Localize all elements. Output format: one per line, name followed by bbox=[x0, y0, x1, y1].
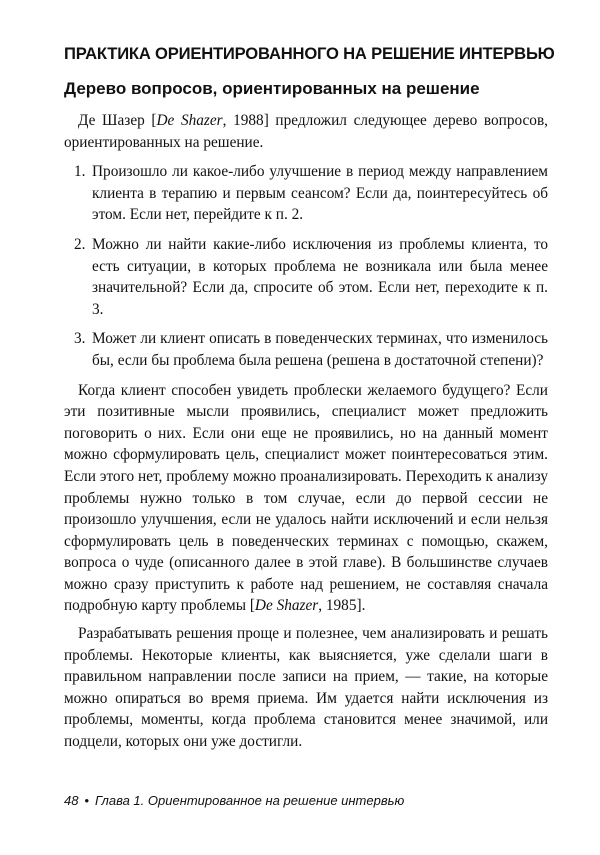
list-text: Можно ли найти какие-либо исключения из проблемы клиента, то есть ситуации, в которых проблема не возникала или была менее значительной? Если да, спросите об этом. Если нет, переходите к п. 3. bbox=[92, 235, 548, 318]
citation: De Shazer bbox=[254, 597, 319, 615]
citation: De Shazer bbox=[156, 112, 223, 129]
intro-text-end: , 1988] предложил следующее дерево вопросов, ориентированных на решение. bbox=[64, 112, 548, 151]
list-text: Может ли клиент описать в поведенческих терминах, что изменилось бы, если бы проблема была решена (решена в достаточной степени)? bbox=[92, 330, 548, 369]
body-text bbox=[64, 110, 548, 753]
intro-text-start: Де Шазер [ bbox=[78, 112, 157, 129]
section-title: ПРАКТИКА ОРИЕНТИРОВАННОГО НА РЕШЕНИЕ ИНТЕРВЬЮ bbox=[64, 44, 555, 63]
paragraph-text-end: , 1985]. bbox=[318, 597, 366, 615]
paragraph-text: Когда клиент способен увидеть проблески желаемого будущего? Если эти позитивные мысли проявились, специалист может предложить поговорить о них. Если они еще не проявились, но на данный момент можно сформулировать цель, специалист может поинтересоваться этим. Если этого нет, проблему можно проанализировать. Переходить к анализу проблемы нужно только в том случае, если до первой сессии не произошло улучшения, если не удалось найти исключений и если нельзя сформулировать цель в поведенческих терминах с помощью, скажем, вопроса о чуде (описанного далее в этой главе). В большинстве случаев можно сразу приступить к работе над решением, не составляя сначала подробную карту проблемы [ bbox=[64, 381, 548, 615]
list-item bbox=[74, 234, 548, 320]
list-number: 2. bbox=[74, 235, 86, 253]
list-number: 1. bbox=[74, 163, 86, 181]
subsection-title: Дерево вопросов, ориентированных на решение bbox=[64, 79, 480, 98]
question-list bbox=[64, 161, 548, 371]
list-number: 3. bbox=[74, 330, 86, 348]
list-text: Произошло ли какое-либо улучшение в период между направлением клиента в терапию и первым сеансом? Если да, поинтересуйтесь об этом. Если нет, перейдите к п. 2. bbox=[92, 163, 548, 224]
chapter-title: Глава 1. Ориентированное на решение интервью bbox=[95, 793, 405, 808]
paragraph-solutions: Разрабатывать решения проще и полезнее, чем анализировать и решать проблемы. Некоторые клиенты, как выясняется, уже сделали шаги в правильном направлении после записи на прием, — такие, на которые можно опираться во время приема. Им удается найти исключения из проблемы, моменты, когда проблема становится менее значимой, или подцели, которых они уже достигли. bbox=[64, 625, 548, 751]
page-footer bbox=[64, 793, 550, 808]
paragraph-glimpses bbox=[64, 380, 548, 618]
page-number: 48 bbox=[64, 793, 79, 808]
bullet-separator: • bbox=[84, 793, 90, 808]
list-item bbox=[74, 328, 548, 371]
list-item bbox=[74, 161, 548, 226]
intro-paragraph bbox=[64, 110, 548, 153]
